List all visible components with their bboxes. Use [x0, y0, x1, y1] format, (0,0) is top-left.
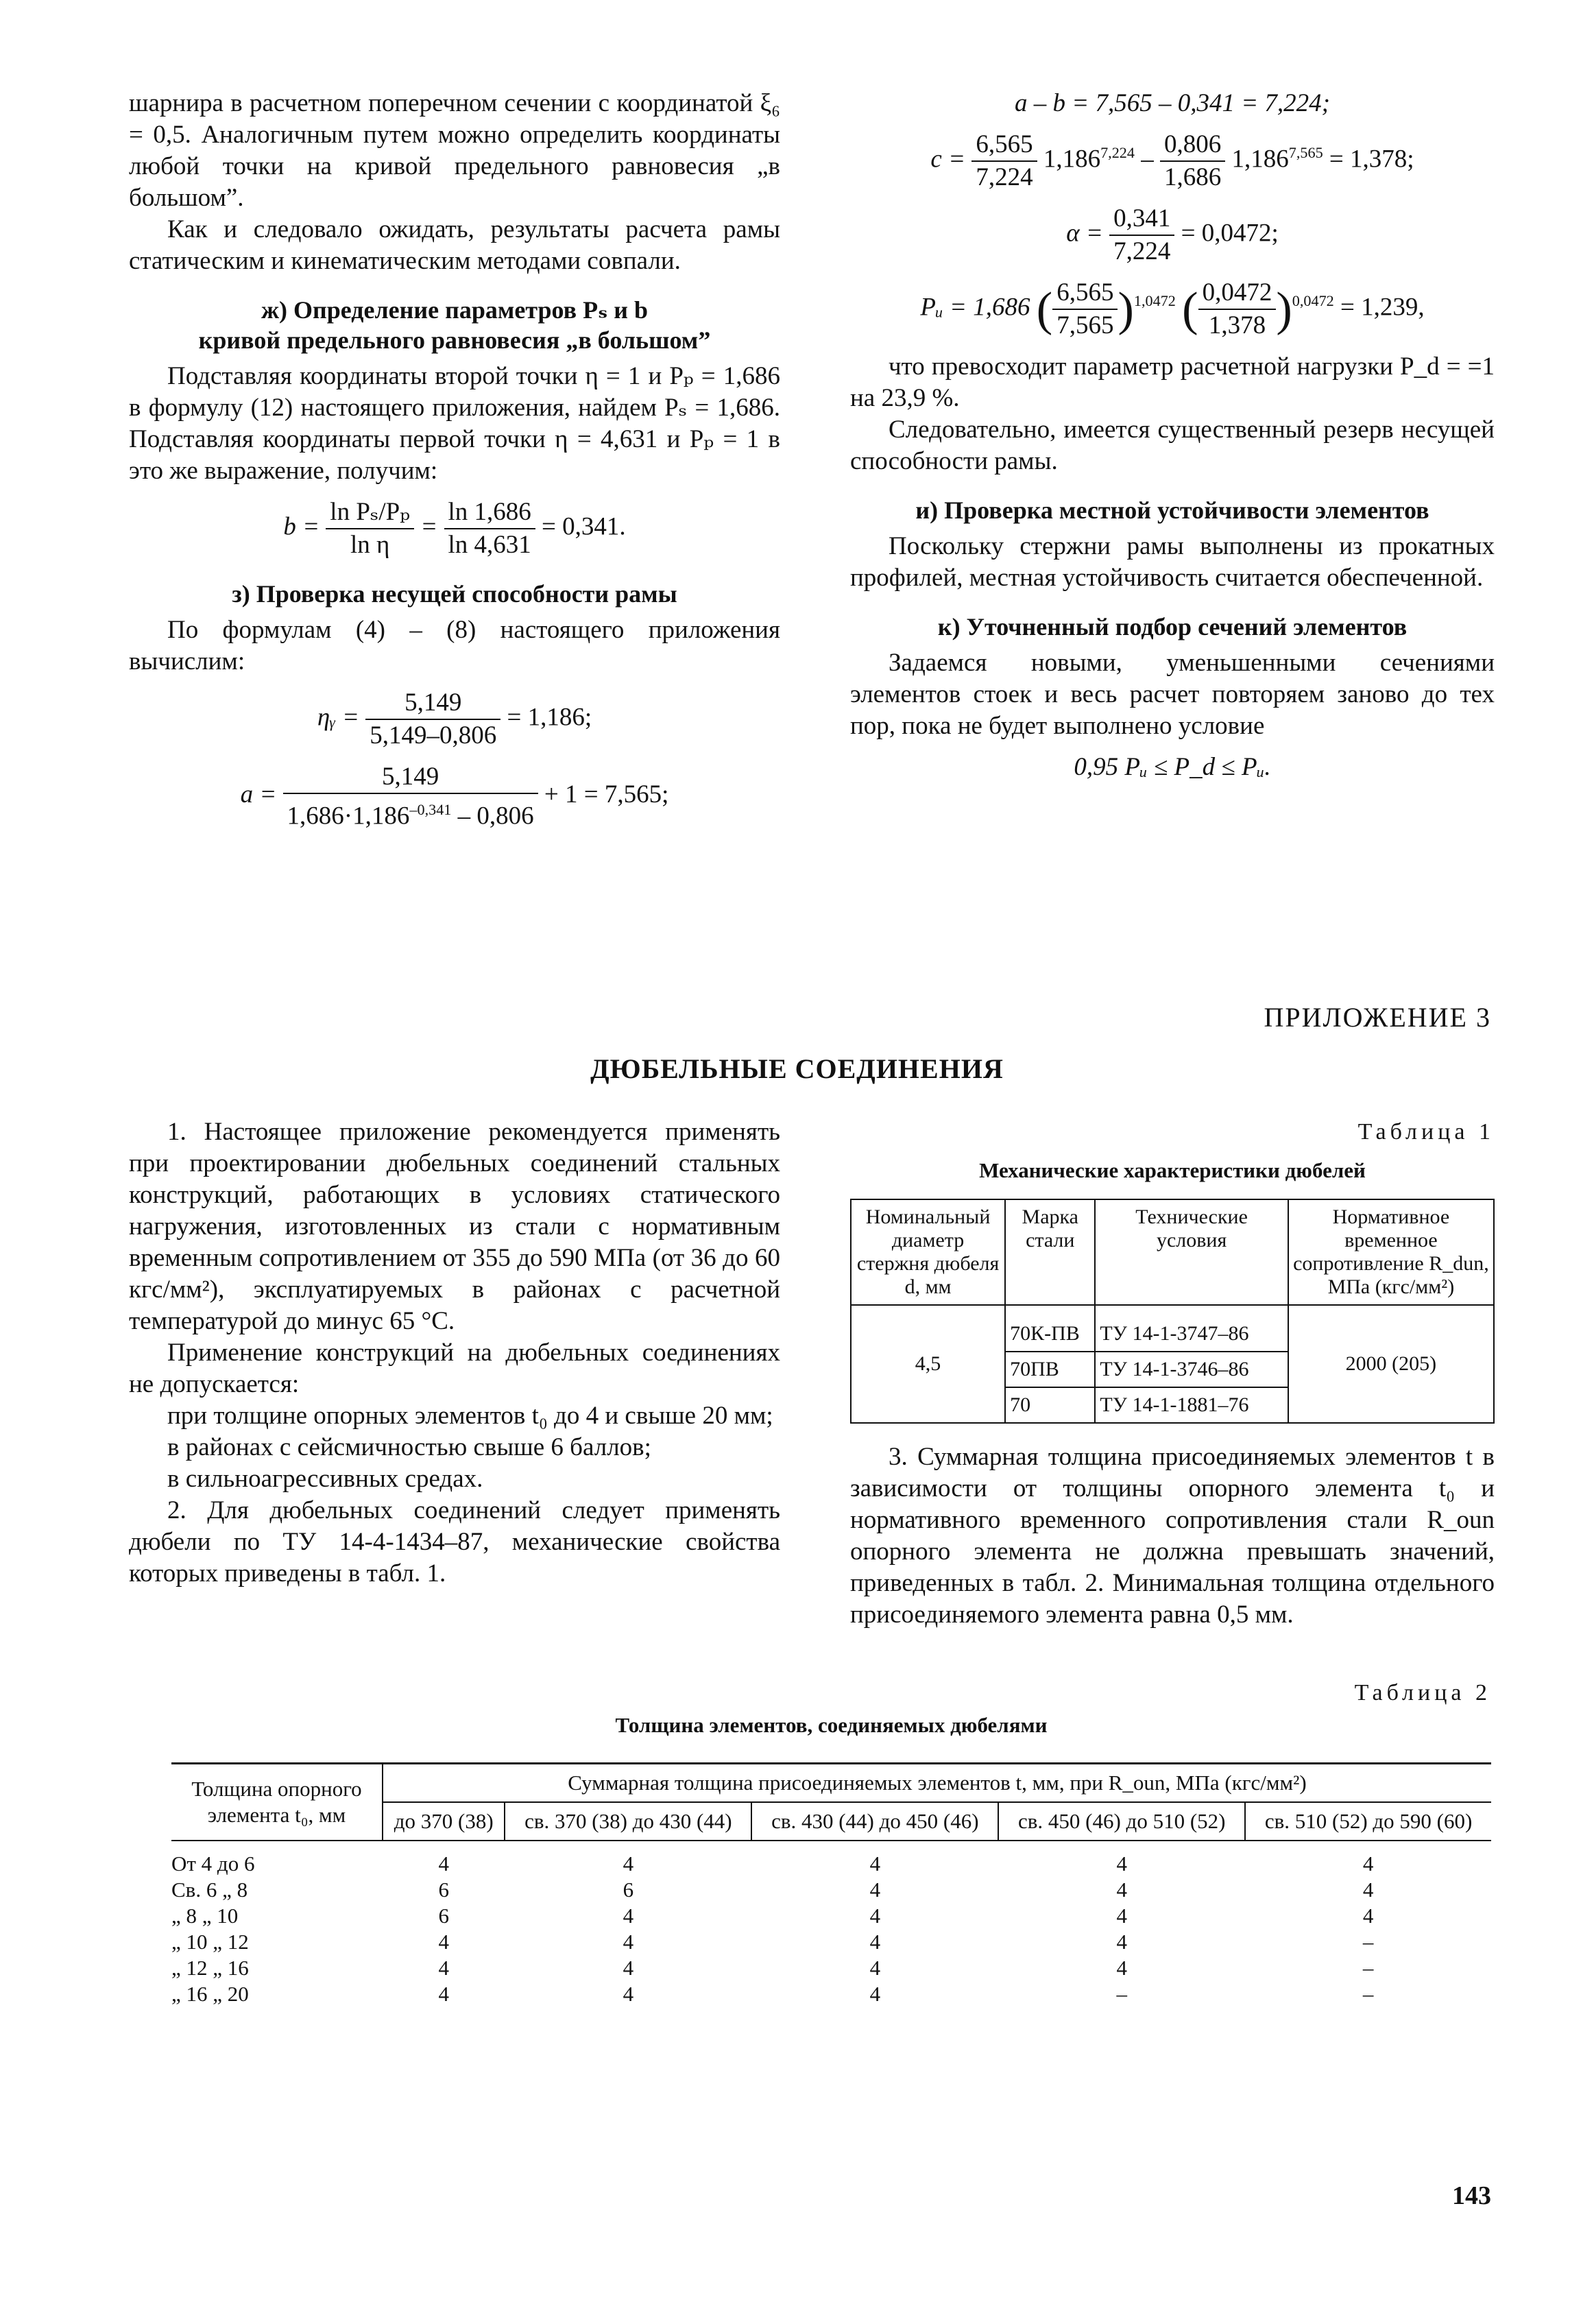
table-caption: Механические характеристики дюбелей — [979, 1158, 1366, 1182]
formula-a — [129, 761, 780, 832]
formula-pu — [850, 277, 1495, 342]
table-header-row — [171, 1764, 1491, 1803]
table-cell: 4 — [623, 1956, 634, 1980]
table-cell: 4 — [869, 1852, 881, 1876]
formula-eta — [129, 687, 780, 752]
row-label: „ 8 „ 10 — [171, 1904, 239, 1928]
table-row — [171, 1955, 1491, 1981]
column-header: св. 430 (44) до 450 (46) — [751, 1802, 998, 1841]
column-header: Нормативное временное сопротивление R_dun, МПа (кгс/мм²) — [1288, 1199, 1494, 1305]
table-cell: ТУ 14-1-3746–86 — [1095, 1352, 1288, 1387]
heading-line: ж) Определение параметров Pₛ и b — [261, 296, 649, 324]
fraction-denominator: 1,686 — [1163, 163, 1222, 191]
power-exponent: 1,0472 — [1133, 292, 1176, 310]
fraction — [283, 761, 538, 832]
column-header: Марка стали — [1005, 1199, 1095, 1305]
formula-lhs: Pᵤ = 1,686 — [920, 293, 1030, 322]
paragraph: По формулам (4) – (8) настоящего приложения вычислим: — [129, 616, 780, 675]
table-row — [171, 1841, 1491, 1877]
section-title: ДЮБЕЛЬНЫЕ СОЕДИНЕНИЯ — [590, 1053, 1004, 1084]
row-label: „ 16 „ 20 — [171, 1982, 249, 2006]
fraction-numerator: 0,806 — [1160, 129, 1225, 162]
operator: – — [1141, 145, 1154, 173]
den-exponent: –0,341 — [409, 801, 452, 818]
table-cell: 6 — [438, 1904, 449, 1928]
section-heading: к) Уточненный подбор сечений элементов — [937, 613, 1408, 640]
formula-lhs: ηᵧ = — [317, 703, 359, 732]
fraction-denominator: 7,565 — [1056, 311, 1114, 339]
formula-rhs: = 1,378; — [1329, 145, 1414, 173]
table-cell: 4 — [1116, 1878, 1127, 1902]
table-header-row — [851, 1199, 1494, 1305]
fraction-numerator: 5,149 — [365, 687, 500, 720]
paragraph: Поскольку стержни рамы выполнены из прокатных профилей, местная устойчивость считается обеспеченной. — [850, 532, 1495, 592]
heading-line: кривой предельного равновесия „в большом” — [198, 326, 711, 354]
table-cell: 6 — [438, 1878, 449, 1902]
table-cell: 2000 (205) — [1288, 1305, 1494, 1423]
fraction-numerator: 0,0472 — [1198, 277, 1277, 310]
fraction-denominator: ln η — [350, 531, 390, 559]
paragraph: в районах с сейсмичностью свыше 6 баллов; — [167, 1433, 651, 1461]
formula-alpha — [850, 203, 1495, 267]
fraction-denominator: 7,224 — [976, 163, 1033, 191]
formula-c — [850, 129, 1495, 193]
table2-block — [171, 1680, 1491, 2007]
formula-condition: 0,95 Pᵤ ≤ P_d ≤ Pᵤ. — [1074, 753, 1271, 781]
table-cell: ТУ 14-1-3747–86 — [1095, 1305, 1288, 1352]
table-cell: 4 — [869, 1982, 881, 2006]
formula-b: b = $\frac{\text{ln Pₛ/Pₚ}}{\text{ln η}}$ = $\frac{\ln 1,686}{\ln 4,631}$ = 0,341. — [129, 496, 780, 561]
fraction-denominator: 1,378 — [1208, 311, 1266, 339]
section-heading: з) Проверка несущей способности рамы — [232, 580, 677, 608]
table-cell: 6 — [623, 1878, 634, 1902]
fraction-denominator: 5,149–0,806 — [370, 721, 497, 750]
table-cell: 70К-ПВ — [1005, 1305, 1095, 1352]
row-label: Св. 6 „ 8 — [171, 1878, 248, 1902]
table-cell: 4 — [1362, 1878, 1374, 1902]
table-cell: ТУ 14-1-1881–76 — [1095, 1387, 1288, 1423]
table-cell: 4 — [1116, 1852, 1127, 1876]
column-header: Технические условия — [1095, 1199, 1288, 1305]
fraction — [1160, 129, 1225, 193]
table-element-thickness — [171, 1762, 1491, 2007]
column-header: до 370 (38) — [383, 1802, 505, 1841]
fraction-numerator: 5,149 — [283, 761, 538, 794]
formula-lhs: a = — [240, 780, 277, 809]
table-label: Таблица 2 — [1354, 1680, 1491, 1705]
column-header: св. 370 (38) до 430 (44) — [505, 1802, 751, 1841]
formula-rhs: = 1,239, — [1340, 293, 1425, 322]
table-cell: 4 — [869, 1904, 881, 1928]
fraction-numerator: 6,565 — [971, 129, 1037, 162]
appendix-label: ПРИЛОЖЕНИЕ 3 — [1264, 1002, 1491, 1033]
paragraph: шарнира в расчетном поперечном сечении с координатой ξ₆ = 0,5. Аналогичным путем можно определить координаты любой точки на кривой предельного равновесия „в большом”. — [129, 89, 780, 212]
den-tail: – 0,806 — [457, 802, 534, 830]
power-exponent: 0,0472 — [1292, 292, 1334, 310]
table-cell: 70 — [1005, 1387, 1095, 1423]
fraction — [1052, 277, 1118, 342]
row-label: От 4 до 6 — [171, 1852, 255, 1876]
fraction — [1109, 203, 1174, 267]
table-cell: 4 — [1362, 1904, 1374, 1928]
table-row — [171, 1929, 1491, 1955]
table-caption: Толщина элементов, соединяемых дюбелями — [615, 1713, 1048, 1737]
table-label: Таблица 1 — [1357, 1119, 1495, 1145]
paragraph: 1. Настоящее приложение рекомендуется применять при проектировании дюбельных соединений стальных конструкций, работающих в условиях статического нагружения, изготовленных из стали с нормативным временным сопротивлением от 355 до 590 МПа (от 36 до 60 кгс/мм²), эксплуатируемых в районах с расчетной температурой до минус 65 °С. — [129, 1118, 780, 1335]
table-cell: 4 — [869, 1930, 881, 1954]
table-cell: 4 — [1362, 1852, 1374, 1876]
table-cell: 4 — [438, 1930, 449, 1954]
column-group-header: Суммарная толщина присоединяемых элементов t, мм, при R_oun, МПа (кгс/мм²) — [383, 1764, 1491, 1803]
paragraph: что превосходит параметр расчетной нагрузки P_d = =1 на 23,9 %. — [850, 352, 1495, 412]
fraction — [1198, 277, 1277, 342]
table-cell: 4,5 — [851, 1305, 1005, 1423]
fraction-numerator: 6,565 — [1052, 277, 1118, 310]
table-cell: 4 — [869, 1878, 881, 1902]
paragraph: 2. Для дюбельных соединений следует применять дюбели по ТУ 14-4-1434–87, механические свойства которых приведены в табл. 1. — [129, 1496, 780, 1588]
table-row — [171, 1877, 1491, 1903]
section-heading: и) Проверка местной устойчивости элементов — [915, 496, 1429, 524]
fraction-numerator: ln Pₛ/Pₚ — [326, 496, 414, 529]
left-column-top — [129, 88, 780, 841]
paragraph: в сильноагрессивных средах. — [167, 1465, 483, 1493]
fraction-denominator — [283, 794, 538, 832]
fraction — [365, 687, 500, 752]
paren: ( — [1036, 283, 1053, 336]
table-cell: – — [1116, 1982, 1127, 2006]
table-cell: 4 — [438, 1982, 449, 2006]
right-column-top — [850, 88, 1495, 793]
power-exponent: 7,224 — [1100, 144, 1135, 162]
table-cell: 4 — [438, 1852, 449, 1876]
formula-lhs: b = — [283, 512, 320, 541]
fraction — [971, 129, 1037, 193]
right-column-bottom — [850, 1116, 1495, 1631]
power-base: 1,186 — [1231, 145, 1289, 173]
left-column-bottom — [129, 1116, 780, 1590]
paren: ) — [1118, 283, 1134, 336]
den-base: 1,686·1,186 — [287, 802, 410, 830]
table-row — [171, 1981, 1491, 2007]
fraction-numerator: 0,341 — [1109, 203, 1174, 236]
formula-rhs: + 1 = 7,565; — [544, 780, 669, 809]
row-label: „ 12 „ 16 — [171, 1956, 249, 1980]
table-row — [171, 1903, 1491, 1929]
table-cell: 4 — [1116, 1904, 1127, 1928]
paragraph: Применение конструкций на дюбельных соединениях не допускается: — [129, 1339, 780, 1398]
formula-a-minus-b: a – b = 7,565 – 0,341 = 7,224; — [1014, 89, 1330, 117]
table-cell: 4 — [623, 1982, 634, 2006]
column-header: св. 510 (52) до 590 (60) — [1245, 1802, 1491, 1841]
table-dowel-properties — [850, 1199, 1495, 1424]
column-header: Номинальный диаметр стержня дюбеля d, мм — [851, 1199, 1005, 1305]
paragraph: 3. Суммарная толщина присоединяемых элементов t в зависимости от толщины опорного элемента t₀ и нормативного временного сопротивления стали R_oun опорного элемента не должна превышать значений, приведенных в табл. 2. Минимальная толщина отдельного присоединяемого элемента равна 0,5 мм. — [850, 1443, 1495, 1629]
paragraph: Задаемся новыми, уменьшенными сечениями элементов стоек и весь расчет повторяем заново до тех пор, пока не будет выполнено условие — [850, 649, 1495, 740]
column-header: Толщина опорного элемента t₀, мм — [171, 1764, 383, 1841]
fraction — [326, 496, 414, 561]
power-exponent: 7,565 — [1288, 144, 1323, 162]
formula-rhs: = 1,186; — [507, 703, 592, 732]
paragraph: Подставляя координаты второй точки η = 1 и Pₚ = 1,686 в формулу (12) настоящего приложения, найдем Pₛ = 1,686. Подставляя координаты первой точки η = 4,631 и Pₚ = 1 в это же выражение, получим: — [129, 362, 780, 485]
column-header: св. 450 (46) до 510 (52) — [998, 1802, 1245, 1841]
table-cell: 4 — [623, 1930, 634, 1954]
fraction — [444, 496, 535, 561]
table-cell: – — [1362, 1930, 1374, 1954]
paragraph: Следовательно, имеется существенный резерв несущей способности рамы. — [850, 416, 1495, 475]
table-cell: 70ПВ — [1005, 1352, 1095, 1387]
paragraph: при толщине опорных элементов t₀ до 4 и свыше 20 мм; — [167, 1402, 773, 1430]
row-label: „ 10 „ 12 — [171, 1930, 249, 1954]
fraction-denominator: 7,224 — [1113, 237, 1171, 265]
paren: ) — [1276, 283, 1292, 336]
section-heading — [129, 295, 780, 355]
table-cell: – — [1362, 1956, 1374, 1980]
table-cell: – — [1362, 1982, 1374, 2006]
table-row — [851, 1305, 1494, 1352]
table-cell: 4 — [623, 1852, 634, 1876]
formula-rhs: = 0,341. — [542, 512, 626, 541]
paren: ( — [1182, 283, 1198, 336]
fraction-numerator: ln 1,686 — [444, 496, 535, 529]
table-cell: 4 — [438, 1956, 449, 1980]
paragraph: Как и следовало ожидать, результаты расчета рамы статическим и кинематическим методами совпали. — [129, 215, 780, 275]
table-cell: 4 — [869, 1956, 881, 1980]
formula-lhs: α = — [1066, 219, 1103, 248]
formula-lhs: c = — [930, 145, 966, 173]
power-base: 1,186 — [1043, 145, 1101, 173]
fraction-denominator: ln 4,631 — [448, 531, 531, 559]
table-cell: 4 — [1116, 1930, 1127, 1954]
formula-rhs: = 0,0472; — [1181, 219, 1279, 248]
table-cell: 4 — [623, 1904, 634, 1928]
page-number: 143 — [1452, 2181, 1491, 2210]
table-cell: 4 — [1116, 1956, 1127, 1980]
